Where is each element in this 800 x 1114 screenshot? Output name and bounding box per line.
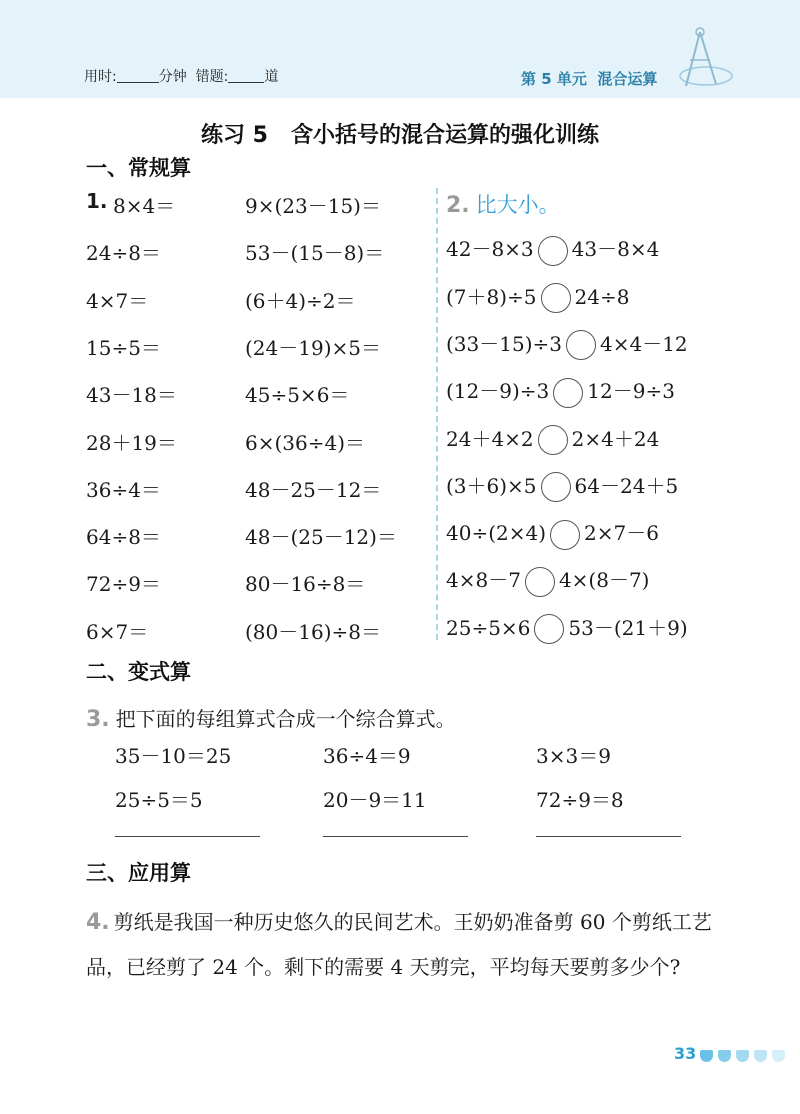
compare-right: 53－(21＋9) xyxy=(568,615,688,640)
section-heading-variant: 二、变式算 xyxy=(86,660,191,684)
compare-left: (3＋6)×5 xyxy=(446,473,537,498)
q1-number: 1. xyxy=(86,189,108,213)
q2-prompt: 比大小。 xyxy=(475,193,560,217)
time-unit: 分钟 xyxy=(158,69,187,85)
exercise-col2: 45÷5×6＝ xyxy=(245,383,350,408)
compare-row xyxy=(446,470,678,503)
exercise-col2: 6×(36÷4)＝ xyxy=(245,430,366,455)
compare-right: 64－24＋5 xyxy=(574,473,679,498)
compare-row xyxy=(446,281,629,314)
exercise-col2: 48－(25－12)＝ xyxy=(245,525,397,550)
compare-answer-circle[interactable] xyxy=(534,614,564,644)
exercise-col2: (80－16)÷8＝ xyxy=(245,619,381,644)
compare-right: 4×(8－7) xyxy=(558,568,650,593)
compare-row xyxy=(446,233,659,266)
exercise-col1: 43－18＝ xyxy=(86,383,177,408)
compare-row xyxy=(446,564,649,597)
section-heading-applied: 三、应用算 xyxy=(86,861,191,885)
q4-number: 4. xyxy=(86,910,110,935)
compare-answer-circle[interactable] xyxy=(566,330,596,360)
group-equation-b: 20－9＝11 xyxy=(323,788,427,812)
q2-heading xyxy=(446,189,560,219)
compare-answer-circle[interactable] xyxy=(525,567,555,597)
compare-answer-circle[interactable] xyxy=(538,236,568,266)
errors-unit: 道 xyxy=(264,69,279,85)
exercise-col1: 15÷5＝ xyxy=(86,335,161,360)
compare-left: (7＋8)÷5 xyxy=(446,284,537,309)
cup-icon xyxy=(772,1050,785,1062)
section-heading-regular: 一、常规算 xyxy=(86,156,191,180)
compass-icon xyxy=(660,20,740,100)
exercise-col2: 80－16÷8＝ xyxy=(245,572,366,597)
group-equation-a: 36÷4＝9 xyxy=(323,744,411,768)
compare-left: 24＋4×2 xyxy=(446,426,534,451)
page-title: 练习 5 含小括号的混合运算的强化训练 xyxy=(201,123,599,148)
cup-icon xyxy=(736,1050,749,1062)
errors-blank[interactable] xyxy=(228,68,264,83)
compare-row xyxy=(446,612,688,645)
compare-answer-circle[interactable] xyxy=(538,425,568,455)
cup-icon xyxy=(754,1050,767,1062)
q3-prompt: 把下面的每组算式合成一个综合算式。 xyxy=(115,707,456,731)
compare-left: (33－15)÷3 xyxy=(446,331,562,356)
compare-right: 4×4－12 xyxy=(600,331,688,356)
page-decoration xyxy=(700,1047,790,1066)
exercise-col2: 48－25－12＝ xyxy=(245,477,382,502)
compare-right: 24÷8 xyxy=(574,284,630,309)
group-equation-a: 3×3＝9 xyxy=(536,744,611,768)
answer-line[interactable] xyxy=(323,836,468,837)
compare-row xyxy=(446,517,659,550)
q2-number: 2. xyxy=(446,193,470,218)
group-equation-b: 25÷5＝5 xyxy=(115,788,203,812)
exercise-col1: 36÷4＝ xyxy=(86,477,161,502)
time-blank[interactable] xyxy=(117,68,159,83)
exercise-col2: (24－19)×5＝ xyxy=(245,335,381,360)
answer-line[interactable] xyxy=(115,836,260,837)
compare-answer-circle[interactable] xyxy=(550,520,580,550)
compare-row xyxy=(446,423,659,456)
q3-heading xyxy=(86,703,456,732)
compare-answer-circle[interactable] xyxy=(553,378,583,408)
exercise-col2: (6＋4)÷2＝ xyxy=(245,288,356,313)
exercise-col1: 24÷8＝ xyxy=(86,241,161,266)
compare-row xyxy=(446,375,675,408)
q4-word-problem xyxy=(86,900,726,989)
compare-left: 4×8－7 xyxy=(446,568,521,593)
unit-label: 第 5 单元 xyxy=(521,70,587,88)
compare-right: 12－9÷3 xyxy=(587,379,675,404)
compare-right: 43－8×4 xyxy=(571,237,660,262)
group-equation-b: 72÷9＝8 xyxy=(536,788,624,812)
exercise-col1: 6×7＝ xyxy=(86,619,149,644)
q4-text: 剪纸是我国一种历史悠久的民间艺术。王奶奶准备剪 60 个剪纸工艺品，已经剪了 24 个。剩下的需要 4 天剪完，平均每天要剪多少个? xyxy=(86,910,712,979)
exercise-col2: 9×(23－15)＝ xyxy=(245,194,381,218)
compare-row xyxy=(446,328,688,361)
column-divider xyxy=(436,188,438,640)
time-label: 用时: xyxy=(84,69,117,85)
unit-heading xyxy=(521,68,657,89)
exercise-col1: 72÷9＝ xyxy=(86,572,161,597)
compare-answer-circle[interactable] xyxy=(541,283,571,313)
compare-left: 40÷(2×4) xyxy=(446,521,547,546)
exercise-col2: 53－(15－8)＝ xyxy=(245,241,385,266)
unit-title: 混合运算 xyxy=(597,70,658,88)
exercise-col1: 4×7＝ xyxy=(86,288,149,313)
errors-label: 错题: xyxy=(195,69,229,85)
exercise-col1: 64÷8＝ xyxy=(86,525,161,550)
exercise-col1: 28＋19＝ xyxy=(86,430,177,455)
page-number: 33 xyxy=(674,1044,697,1063)
compare-right: 2×7－6 xyxy=(584,521,659,546)
compare-left: 25÷5×6 xyxy=(446,615,531,640)
compare-left: 42－8×3 xyxy=(446,237,534,262)
group-equation-a: 35－10＝25 xyxy=(115,744,232,768)
q3-number: 3. xyxy=(86,707,110,732)
exercise-col1: 8×4＝ xyxy=(113,194,176,218)
compare-answer-circle[interactable] xyxy=(541,472,571,502)
cup-icon xyxy=(700,1050,713,1062)
compare-left: (12－9)÷3 xyxy=(446,379,550,404)
cup-icon xyxy=(718,1050,731,1062)
answer-line[interactable] xyxy=(536,836,681,837)
compare-right: 2×4＋24 xyxy=(571,426,660,451)
time-errors-record xyxy=(84,66,278,86)
